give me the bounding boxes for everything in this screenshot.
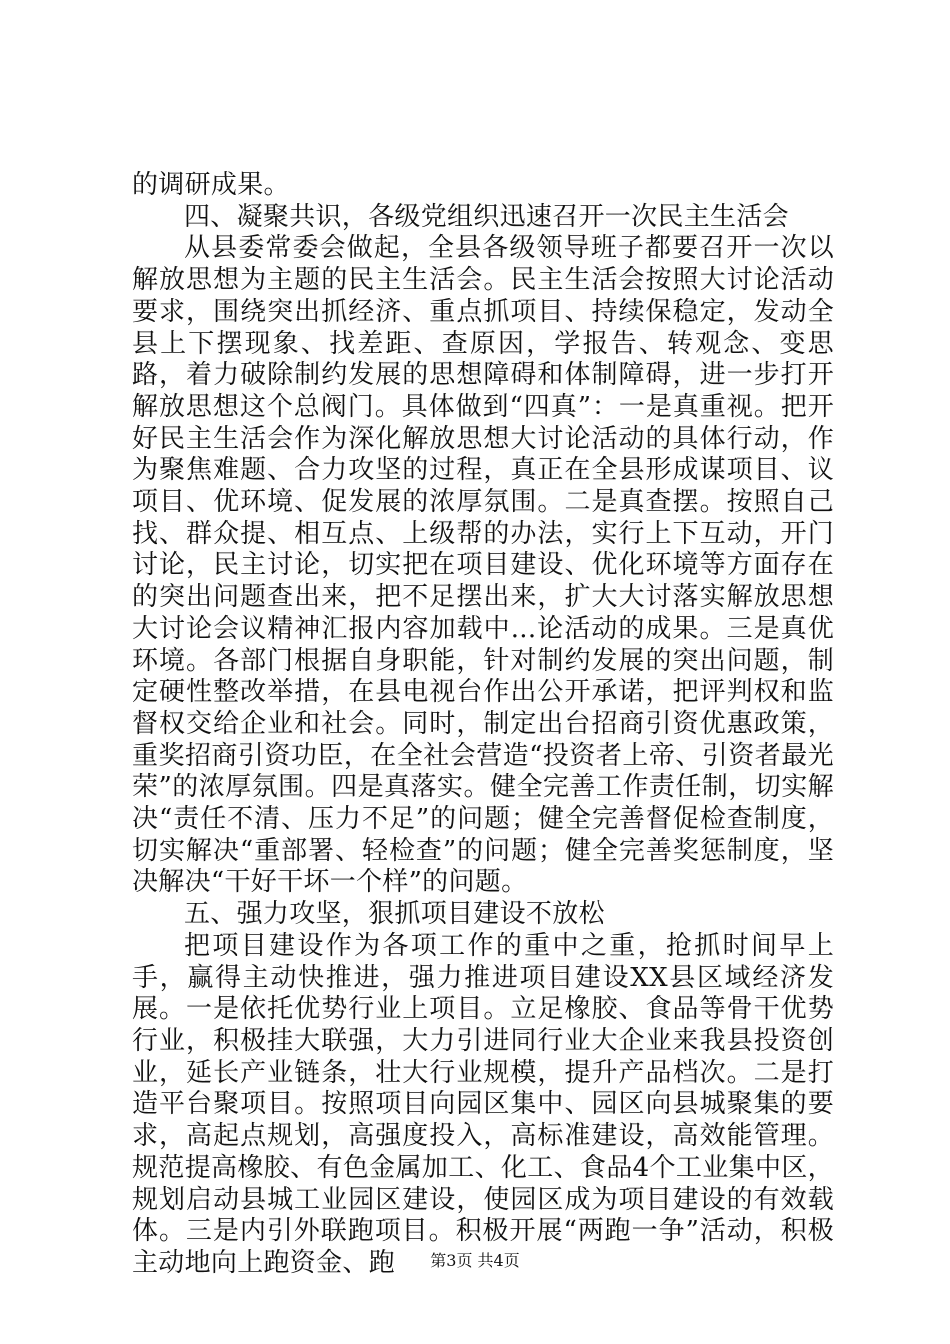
page-footer: 第3页 共4页 [430,1251,520,1270]
section-heading-5: 五、强力攻坚，狠抓项目建设不放松 [184,899,605,930]
paragraph-1: 的调研成果。 [132,170,290,200]
paragraph-5: 把项目建设作为各项工作的重中之重，抢抓时间早上手，赢得主动快推进，强力推进项目建设XX县区域经济发展。一是依托优势行业上项目。立足橡胶、食品等骨干优势行业，积极挂大联强，大力引进同行业大企业来我县投资创业，延长产业链条，壮大行业规模，提升产品档次。二是打造平台聚项目。按照项目向园区集中、园区向县城聚集的要求，高起点规划，高强度投入，高标准建设，高效能管理。规范提高橡胶、有色金属加工、化工、食品4个工业集中区，规划启动县城工业园区建设，使园区成为项目建设的有效载体。三是内引外联跑项目。积极开展“两跑一争”活动，积极主动地向上跑资金、跑 [132,930,834,1278]
section-heading-4: 四、凝聚共识，各级党组织迅速召开一次民主生活会 [184,201,789,232]
document-body [132,170,834,1280]
paragraph-3: 从县委常委会做起，全县各级领导班子都要召开一次以解放思想为主题的民主生活会。民主生活会按照大讨论活动要求，围绕突出抓经济、重点抓项目、持续保稳定，发动全县上下摆现象、找差距、查原因，学报告、转观念、变思路，着力破除制约发展的思想障碍和体制障碍，进一步打开解放思想这个总阀门。具体做到“四真”：一是真重视。把开好民主生活会作为深化解放思想大讨论活动的具体行动，作为聚焦难题、合力攻坚的过程，真正在全县形成谋项目、议项目、优环境、促发展的浓厚氛围。二是真查摆。按照自己找、群众提、相互点、上级帮的办法，实行上下互动，开门讨论，民主讨论，切实把在项目建设、优化环境等方面存在的突出问题查出来，把不足摆出来，扩大大讨落实解放思想大讨论会议精神汇报内容加载中...论活动的成果。三是真优环境。各部门根据自身职能，针对制约发展的突出问题，制定硬性整改举措，在县电视台作出公开承诺，把评判权和监督权交给企业和社会。同时，制定出台招商引资优惠政策，重奖招商引资功臣，在全社会营造“投资者上帝、引资者最光荣”的浓厚氛围。四是真落实。健全完善工作责任制，切实解决“责任不清、压力不足”的问题；健全完善督促检查制度，切实解决“重部署、轻检查”的问题；健全完善奖惩制度，坚决解决“干好干坏一个样”的问题。 [132,233,834,898]
